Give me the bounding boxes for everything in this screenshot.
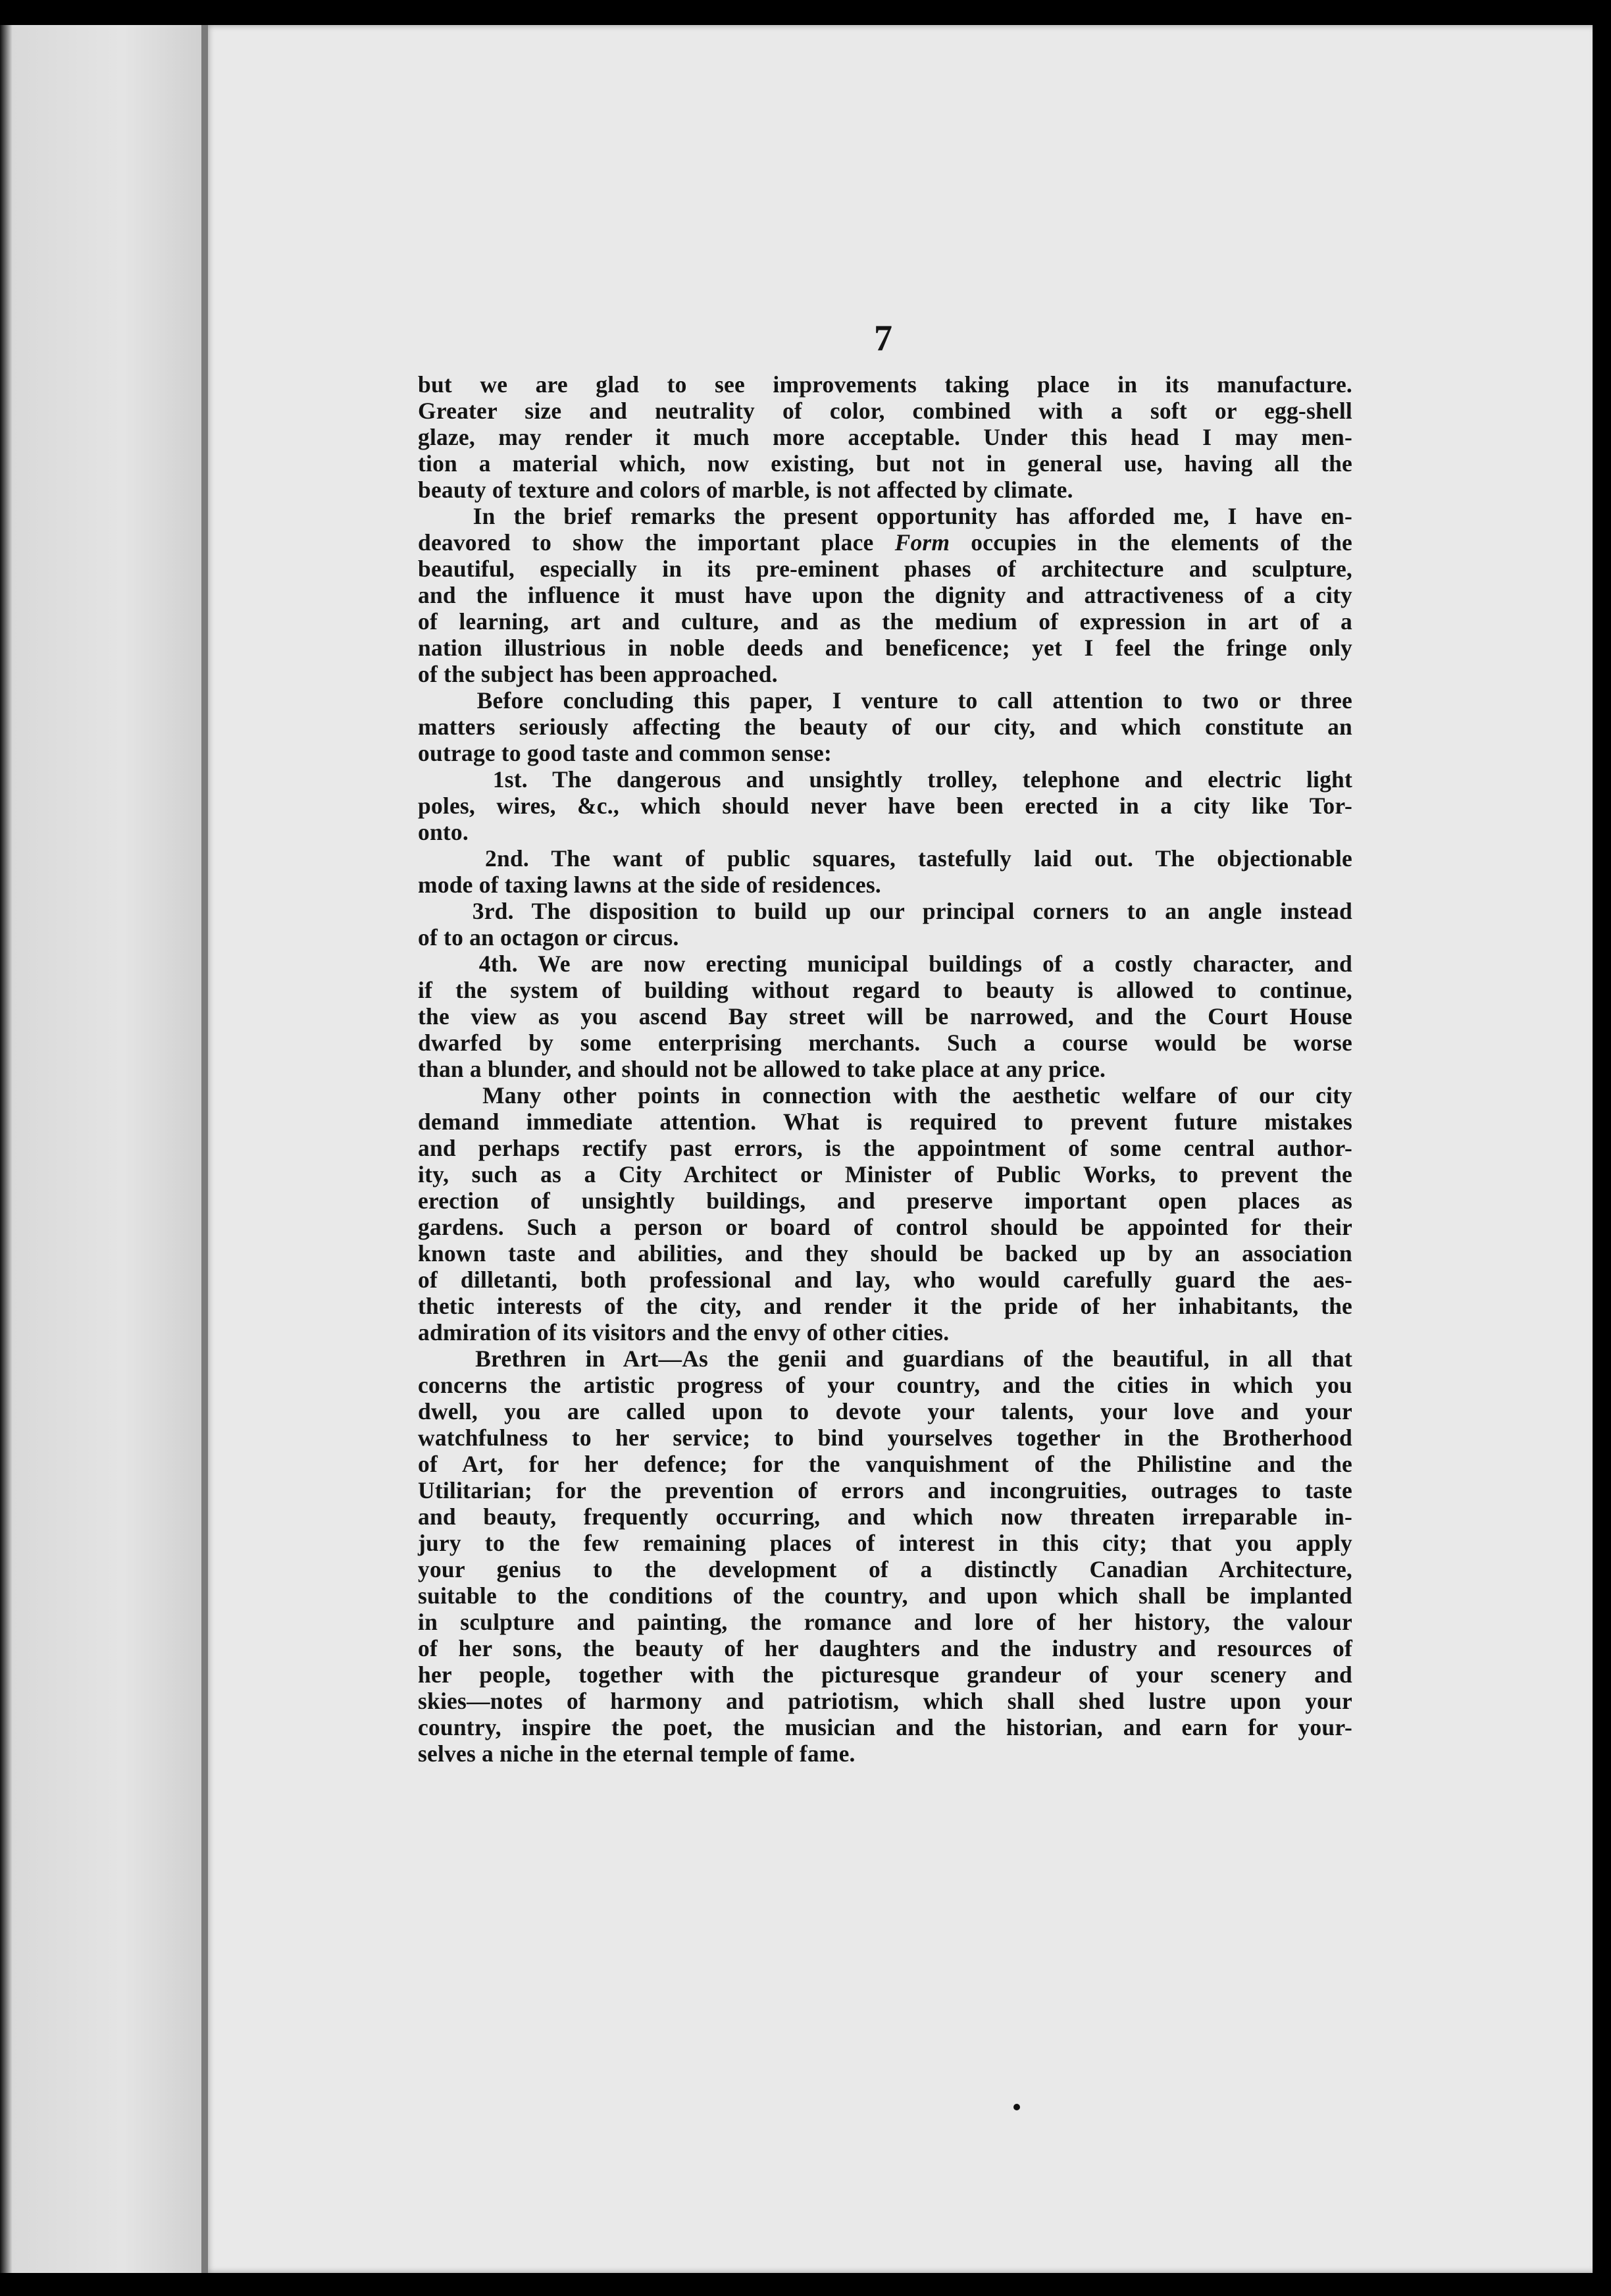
text-line: In the brief remarks the present opportunity has afforded me, I have en-	[418, 503, 1352, 529]
body-text	[418, 371, 1352, 1767]
text-line: outrage to good taste and common sense:	[418, 740, 832, 766]
text-line: and perhaps rectify past errors, is the appointment of some central author-	[418, 1135, 1352, 1161]
text-line: dwell, you are called upon to devote your talents, your love and your	[418, 1398, 1352, 1424]
text-line: jury to the few remaining places of interest in this city; that you apply	[418, 1530, 1352, 1556]
text-line: selves a niche in the eternal temple of fame.	[418, 1740, 856, 1767]
text-line: 2nd. The want of public squares, tastefully laid out. The objectionable	[418, 845, 1352, 872]
text-line: deavored to show the important place Form occupies in the elements of the	[418, 529, 1352, 556]
text-line: tion a material which, now existing, but not in general use, having all the	[418, 450, 1352, 477]
text-line: 1st. The dangerous and unsightly trolley, telephone and electric light	[418, 766, 1352, 793]
text-line: demand immediate attention. What is required to prevent future mistakes	[418, 1109, 1352, 1135]
text-line: dwarfed by some enterprising merchants. Such a course would be worse	[418, 1030, 1352, 1056]
text-line: suitable to the conditions of the country, and upon which shall be implanted	[418, 1582, 1352, 1609]
text-line: the view as you ascend Bay street will be narrowed, and the Court House	[418, 1003, 1352, 1030]
binding-fold	[201, 25, 208, 2273]
text-line: but we are glad to see improvements taking place in its manufacture.	[418, 371, 1352, 398]
text-line: concerns the artistic progress of your country, and the cities in which you	[418, 1372, 1352, 1398]
text-line: 4th. We are now erecting municipal buildings of a costly character, and	[418, 951, 1352, 977]
text-line: glaze, may render it much more acceptable. Under this head I may men-	[418, 424, 1352, 450]
text-line: country, inspire the poet, the musician and the historian, and earn for your-	[418, 1714, 1352, 1740]
text-line: thetic interests of the city, and render it the pride of her inhabitants, the	[418, 1293, 1352, 1319]
emphasis-word: Form	[894, 529, 950, 556]
page-number: 7	[874, 318, 892, 359]
text-line: Greater size and neutrality of color, combined with a soft or egg-shell	[418, 398, 1352, 424]
text-line: Brethren in Art—As the genii and guardians of the beautiful, in all that	[418, 1345, 1352, 1372]
text-line: beautiful, especially in its pre-eminent phases of architecture and sculpture,	[418, 556, 1352, 582]
text-line: gardens. Such a person or board of control should be appointed for their	[418, 1214, 1352, 1240]
text-line: 3rd. The disposition to build up our principal corners to an angle instead	[418, 898, 1352, 924]
text-line: if the system of building without regard to beauty is allowed to continue,	[418, 977, 1352, 1003]
text-line: of the subject has been approached.	[418, 661, 778, 687]
text-line: beauty of texture and colors of marble, is not affected by climate.	[418, 477, 1073, 503]
text-line: Many other points in connection with the aesthetic welfare of our city	[418, 1082, 1352, 1109]
text-line: than a blunder, and should not be allowed to take place at any price.	[418, 1056, 1106, 1082]
printer-mark	[1013, 2104, 1020, 2110]
text-line: and the influence it must have upon the dignity and attractiveness of a city	[418, 582, 1352, 608]
facing-page-edge	[0, 25, 205, 2273]
text-line: mode of taxing lawns at the side of residences.	[418, 872, 881, 898]
text-line: erection of unsightly buildings, and preserve important open places as	[418, 1187, 1352, 1214]
text-line: Before concluding this paper, I venture to call attention to two or three	[418, 687, 1352, 714]
text-line: admiration of its visitors and the envy of other cities.	[418, 1319, 950, 1345]
text-line: poles, wires, &c., which should never have been erected in a city like Tor-	[418, 793, 1352, 819]
text-line: skies—notes of harmony and patriotism, which shall shed lustre upon your	[418, 1688, 1352, 1714]
text-line: in sculpture and painting, the romance and lore of her history, the valour	[418, 1609, 1352, 1635]
text-line: matters seriously affecting the beauty of our city, and which constitute an	[418, 714, 1352, 740]
text-line: ity, such as a City Architect or Minister of Public Works, to prevent the	[418, 1161, 1352, 1187]
text-line: of her sons, the beauty of her daughters and the industry and resources of	[418, 1635, 1352, 1661]
text-line: of to an octagon or circus.	[418, 924, 679, 951]
text-line: onto.	[418, 819, 469, 845]
text-line: and beauty, frequently occurring, and which now threaten irreparable in-	[418, 1503, 1352, 1530]
text-line: your genius to the development of a distinctly Canadian Architecture,	[418, 1556, 1352, 1582]
text-line: of Art, for her defence; for the vanquishment of the Philistine and the	[418, 1451, 1352, 1477]
text-line: nation illustrious in noble deeds and beneficence; yet I feel the fringe only	[418, 635, 1352, 661]
text-line: of dilletanti, both professional and lay, who would carefully guard the aes-	[418, 1266, 1352, 1293]
text-line: known taste and abilities, and they should be backed up by an association	[418, 1240, 1352, 1266]
text-line: her people, together with the picturesque grandeur of your scenery and	[418, 1661, 1352, 1688]
text-line: of learning, art and culture, and as the medium of expression in art of a	[418, 608, 1352, 635]
text-line: Utilitarian; for the prevention of errors and incongruities, outrages to taste	[418, 1477, 1352, 1503]
text-line: watchfulness to her service; to bind yourselves together in the Brotherhood	[418, 1424, 1352, 1451]
